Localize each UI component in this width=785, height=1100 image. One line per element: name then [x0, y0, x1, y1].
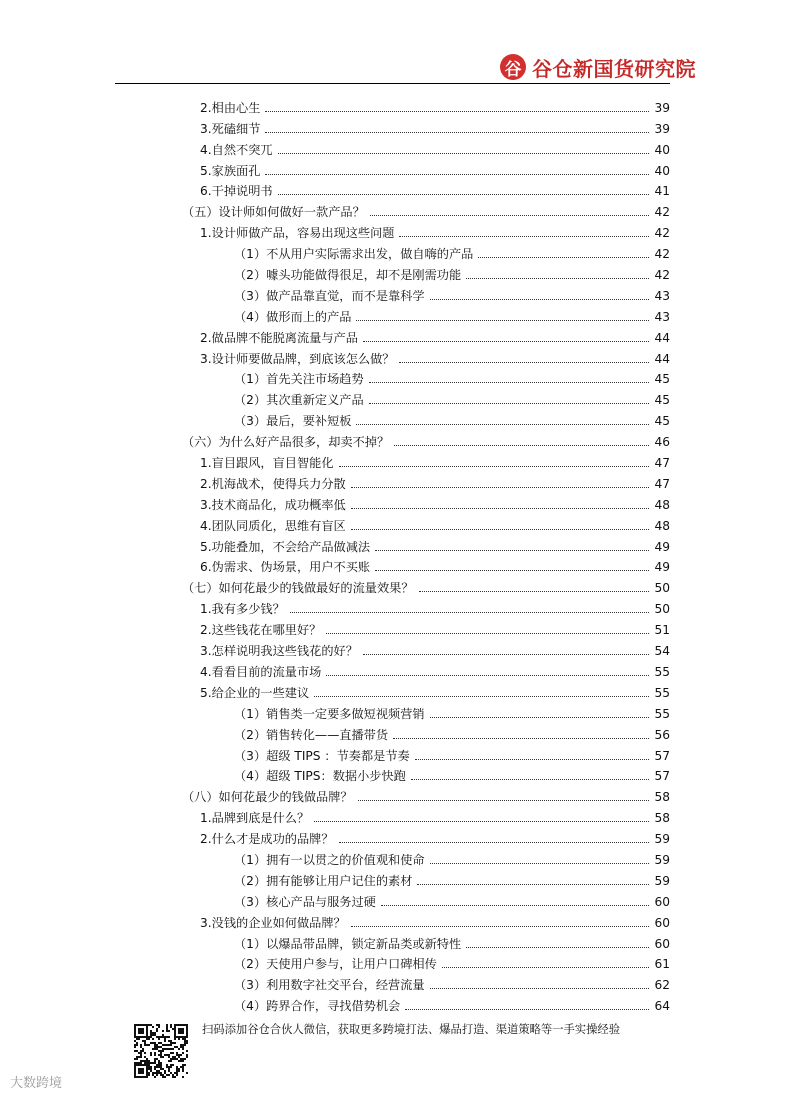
toc-entry-title: 4.自然不突兀 — [200, 142, 273, 157]
toc-entry[interactable] — [182, 94, 670, 115]
toc-leader-dots — [405, 1008, 649, 1010]
toc-entry-page: 57 — [654, 748, 670, 763]
toc-entry[interactable] — [182, 846, 670, 867]
toc-entry[interactable] — [182, 783, 670, 804]
toc-entry[interactable] — [182, 679, 670, 700]
toc-entry[interactable] — [182, 930, 670, 951]
toc-entry-title: 2.做品牌不能脱离流量与产品 — [200, 330, 358, 345]
toc-leader-dots — [375, 549, 649, 551]
toc-leader-dots — [430, 298, 649, 300]
toc-entry-title: 6.伪需求、伪场景，用户不买账 — [200, 560, 371, 575]
toc-entry[interactable] — [182, 491, 670, 512]
toc-entry-title: 3.技术商品化，成功概率低 — [200, 497, 346, 512]
toc-entry-page: 48 — [654, 518, 670, 533]
toc-leader-dots — [411, 778, 649, 780]
toc-leader-dots — [278, 152, 649, 154]
toc-entry[interactable] — [182, 700, 670, 721]
toc-entry[interactable] — [182, 554, 670, 575]
toc-leader-dots — [430, 987, 649, 989]
toc-entry-page: 43 — [654, 309, 670, 324]
toc-entry-title: （1）销售类一定要多做短视频营销 — [234, 706, 425, 721]
toc-leader-dots — [351, 507, 649, 509]
toc-entry-title: 2.这些钱花在哪里好？ — [200, 623, 322, 638]
toc-entry[interactable] — [182, 909, 670, 930]
toc-entry-page: 42 — [654, 205, 670, 220]
toc-entry[interactable] — [182, 616, 670, 637]
toc-entry-page: 41 — [654, 184, 670, 199]
toc-entry-page: 55 — [654, 706, 670, 721]
logo-text: 谷仓新国货研究院 — [532, 56, 696, 81]
toc-entry[interactable] — [182, 198, 670, 219]
toc-entry-title: 3.怎样说明我这些钱花的好？ — [200, 644, 358, 659]
toc-entry[interactable] — [182, 261, 670, 282]
toc-entry-page: 49 — [654, 560, 670, 575]
toc-entry[interactable] — [182, 658, 670, 679]
toc-leader-dots — [466, 946, 649, 948]
toc-leader-dots — [415, 758, 649, 760]
toc-entry-title: 3.没钱的企业如何做品牌？ — [200, 915, 346, 930]
toc-entry[interactable] — [182, 386, 670, 407]
toc-entry-page: 43 — [654, 288, 670, 303]
toc-entry-page: 44 — [654, 330, 670, 345]
toc-entry-page: 45 — [654, 414, 670, 429]
toc-entry[interactable] — [182, 825, 670, 846]
toc-entry-page: 56 — [654, 727, 670, 742]
toc-entry-title: （1）拥有一以贯之的价值观和使命 — [234, 852, 425, 867]
toc-leader-dots — [399, 361, 649, 363]
toc-entry-page: 62 — [654, 978, 670, 993]
toc-entry-title: （1）不从用户实际需求出发，做自嗨的产品 — [234, 247, 474, 262]
toc-entry-title: （2）噱头功能做得很足，却不是刚需功能 — [234, 268, 462, 283]
toc-entry-title: （八）如何花最少的钱做品牌？ — [182, 790, 353, 805]
toc-leader-dots — [393, 737, 649, 739]
toc-entry[interactable] — [182, 240, 670, 261]
toc-entry-page: 61 — [654, 957, 670, 972]
toc-leader-dots — [351, 925, 649, 927]
toc-leader-dots — [478, 256, 649, 258]
toc-entry[interactable] — [182, 533, 670, 554]
toc-leader-dots — [358, 799, 649, 801]
footer-caption: 扫码添加谷仓合伙人微信，获取更多跨境打法、爆品打造、渠道策略等一手实操经验 — [202, 1023, 620, 1036]
toc-entry[interactable] — [182, 345, 670, 366]
toc-leader-dots — [466, 277, 649, 279]
toc-entry-title: （4）超级 TIPS：数据小步快跑 — [234, 769, 406, 784]
toc-leader-dots — [399, 235, 649, 237]
toc-entry[interactable] — [182, 407, 670, 428]
toc-entry-page: 55 — [654, 664, 670, 679]
toc-entry-page: 44 — [654, 351, 670, 366]
toc-entry-title: （2）拥有能够让用户记住的素材 — [234, 873, 413, 888]
toc-entry-title: （五）设计师如何做好一款产品？ — [182, 205, 365, 220]
logo-mark-icon: 谷 — [500, 54, 526, 80]
toc-leader-dots — [369, 402, 649, 404]
toc-entry-page: 42 — [654, 226, 670, 241]
toc-leader-dots — [339, 841, 649, 843]
toc-leader-dots — [278, 193, 649, 195]
toc-entry-title: 4.看看目前的流量市场 — [200, 664, 322, 679]
header-divider — [115, 83, 670, 84]
toc-entry-title: （2）销售转化——直播带货 — [234, 727, 389, 742]
toc-entry-title: 5.功能叠加，不会给产品做减法 — [200, 539, 371, 554]
toc-entry-title: 1.设计师做产品，容易出现这些问题 — [200, 226, 395, 241]
toc-leader-dots — [351, 528, 649, 530]
qr-code-icon — [134, 1024, 188, 1078]
toc-entry-page: 59 — [654, 852, 670, 867]
toc-entry-page: 54 — [654, 644, 670, 659]
toc-leader-dots — [442, 966, 649, 968]
toc-entry-page: 51 — [654, 623, 670, 638]
toc-leader-dots — [430, 862, 649, 864]
toc-entry[interactable] — [182, 366, 670, 387]
toc-entry-page: 46 — [654, 435, 670, 450]
toc-leader-dots — [339, 465, 649, 467]
toc-leader-dots — [363, 340, 649, 342]
toc-entry-page: 40 — [654, 142, 670, 157]
toc-leader-dots — [290, 611, 649, 613]
toc-entry-page: 59 — [654, 873, 670, 888]
toc-entry[interactable] — [182, 888, 670, 909]
toc-entry[interactable] — [182, 595, 670, 616]
toc-leader-dots — [356, 423, 649, 425]
toc-entry-title: （七）如何花最少的钱做最好的流量效果？ — [182, 581, 414, 596]
toc-entry-title: （4）做形而上的产品 — [234, 309, 352, 324]
toc-entry-page: 58 — [654, 811, 670, 826]
toc-entry-title: （3）最后，要补短板 — [234, 414, 352, 429]
toc-entry-page: 48 — [654, 497, 670, 512]
toc-entry-title: 1.品牌到底是什么？ — [200, 811, 310, 826]
toc-entry-page: 60 — [654, 936, 670, 951]
toc-entry-page: 47 — [654, 476, 670, 491]
toc-entry[interactable] — [182, 763, 670, 784]
toc-leader-dots — [356, 319, 649, 321]
toc-entry-title: 6.干掉说明书 — [200, 184, 273, 199]
toc-leader-dots — [381, 904, 649, 906]
toc-entry[interactable] — [182, 303, 670, 324]
toc-entry-page: 39 — [654, 100, 670, 115]
toc-leader-dots — [351, 486, 649, 488]
toc-entry[interactable] — [182, 282, 670, 303]
toc-entry[interactable] — [182, 324, 670, 345]
toc-entry-title: 5.给企业的一些建议 — [200, 685, 310, 700]
toc-entry[interactable] — [182, 512, 670, 533]
toc-entry-title: 2.机海战术，使得兵力分散 — [200, 476, 346, 491]
toc-entry-title: （六）为什么好产品很多，却卖不掉？ — [182, 435, 390, 450]
toc-leader-dots — [417, 883, 649, 885]
toc-entry[interactable] — [182, 449, 670, 470]
toc-entry-page: 45 — [654, 393, 670, 408]
toc-entry-title: 3.设计师要做品牌，到底该怎么做？ — [200, 351, 395, 366]
table-of-contents — [182, 94, 670, 1013]
toc-leader-dots — [314, 695, 649, 697]
toc-entry[interactable] — [182, 428, 670, 449]
toc-entry[interactable] — [182, 136, 670, 157]
toc-entry-page: 45 — [654, 372, 670, 387]
toc-entry[interactable] — [182, 721, 670, 742]
toc-entry-page: 60 — [654, 915, 670, 930]
toc-entry[interactable] — [182, 804, 670, 825]
toc-entry[interactable] — [182, 115, 670, 136]
toc-entry[interactable] — [182, 219, 670, 240]
toc-entry[interactable] — [182, 637, 670, 658]
toc-entry[interactable] — [182, 574, 670, 595]
toc-leader-dots — [314, 820, 649, 822]
toc-entry-title: （1）以爆品带品牌，锁定新品类或新特性 — [234, 936, 462, 951]
toc-entry-page: 40 — [654, 163, 670, 178]
toc-leader-dots — [375, 569, 649, 571]
toc-entry-title: 1.盲目跟风，盲目智能化 — [200, 456, 334, 471]
toc-entry-title: 4.团队同质化，思维有盲区 — [200, 518, 346, 533]
toc-entry-page: 47 — [654, 456, 670, 471]
toc-entry-title: （3）核心产品与服务过硬 — [234, 894, 376, 909]
toc-entry-title: （1）首先关注市场趋势 — [234, 372, 364, 387]
toc-entry-title: 3.死磕细节 — [200, 121, 261, 136]
toc-entry-page: 42 — [654, 247, 670, 262]
toc-entry-page: 42 — [654, 268, 670, 283]
toc-entry[interactable] — [182, 742, 670, 763]
toc-leader-dots — [363, 653, 649, 655]
toc-leader-dots — [419, 590, 649, 592]
toc-entry-page: 50 — [654, 581, 670, 596]
toc-leader-dots — [326, 674, 649, 676]
toc-entry-page: 58 — [654, 790, 670, 805]
toc-entry-page: 57 — [654, 769, 670, 784]
toc-entry-title: （2）其次重新定义产品 — [234, 393, 364, 408]
toc-entry-title: （3）利用数字社交平台，经营流量 — [234, 978, 425, 993]
toc-entry-title: 2.什么才是成功的品牌？ — [200, 832, 334, 847]
toc-entry-page: 59 — [654, 832, 670, 847]
toc-entry[interactable] — [182, 951, 670, 972]
toc-leader-dots — [430, 716, 649, 718]
toc-entry-page: 64 — [654, 999, 670, 1014]
toc-entry[interactable] — [182, 992, 670, 1013]
watermark: 大数跨境 — [10, 1076, 63, 1091]
toc-entry-title: （2）天使用户参与，让用户口碑相传 — [234, 957, 437, 972]
toc-entry-title: （4）跨界合作，寻找借势机会 — [234, 999, 401, 1014]
toc-entry-page: 55 — [654, 685, 670, 700]
toc-leader-dots — [394, 444, 649, 446]
toc-leader-dots — [370, 214, 649, 216]
toc-leader-dots — [369, 381, 649, 383]
toc-entry[interactable] — [182, 867, 670, 888]
toc-entry-page: 49 — [654, 539, 670, 554]
toc-entry-title: （3）做产品靠直觉，而不是靠科学 — [234, 288, 425, 303]
toc-leader-dots — [265, 110, 649, 112]
brand-logo — [500, 52, 696, 82]
toc-entry-title: （3）超级 TIPS ：节奏都是节奏 — [234, 748, 410, 763]
toc-entry-title: 5.家族面孔 — [200, 163, 261, 178]
toc-entry-page: 50 — [654, 602, 670, 617]
toc-entry-page: 39 — [654, 121, 670, 136]
toc-entry[interactable] — [182, 470, 670, 491]
toc-leader-dots — [265, 173, 649, 175]
toc-entry[interactable] — [182, 157, 670, 178]
toc-leader-dots — [265, 131, 649, 133]
toc-entry-title: 2.相由心生 — [200, 100, 261, 115]
toc-entry[interactable] — [182, 971, 670, 992]
toc-entry-page: 60 — [654, 894, 670, 909]
toc-entry-title: 1.我有多少钱？ — [200, 602, 285, 617]
toc-entry[interactable] — [182, 178, 670, 199]
toc-leader-dots — [326, 632, 649, 634]
